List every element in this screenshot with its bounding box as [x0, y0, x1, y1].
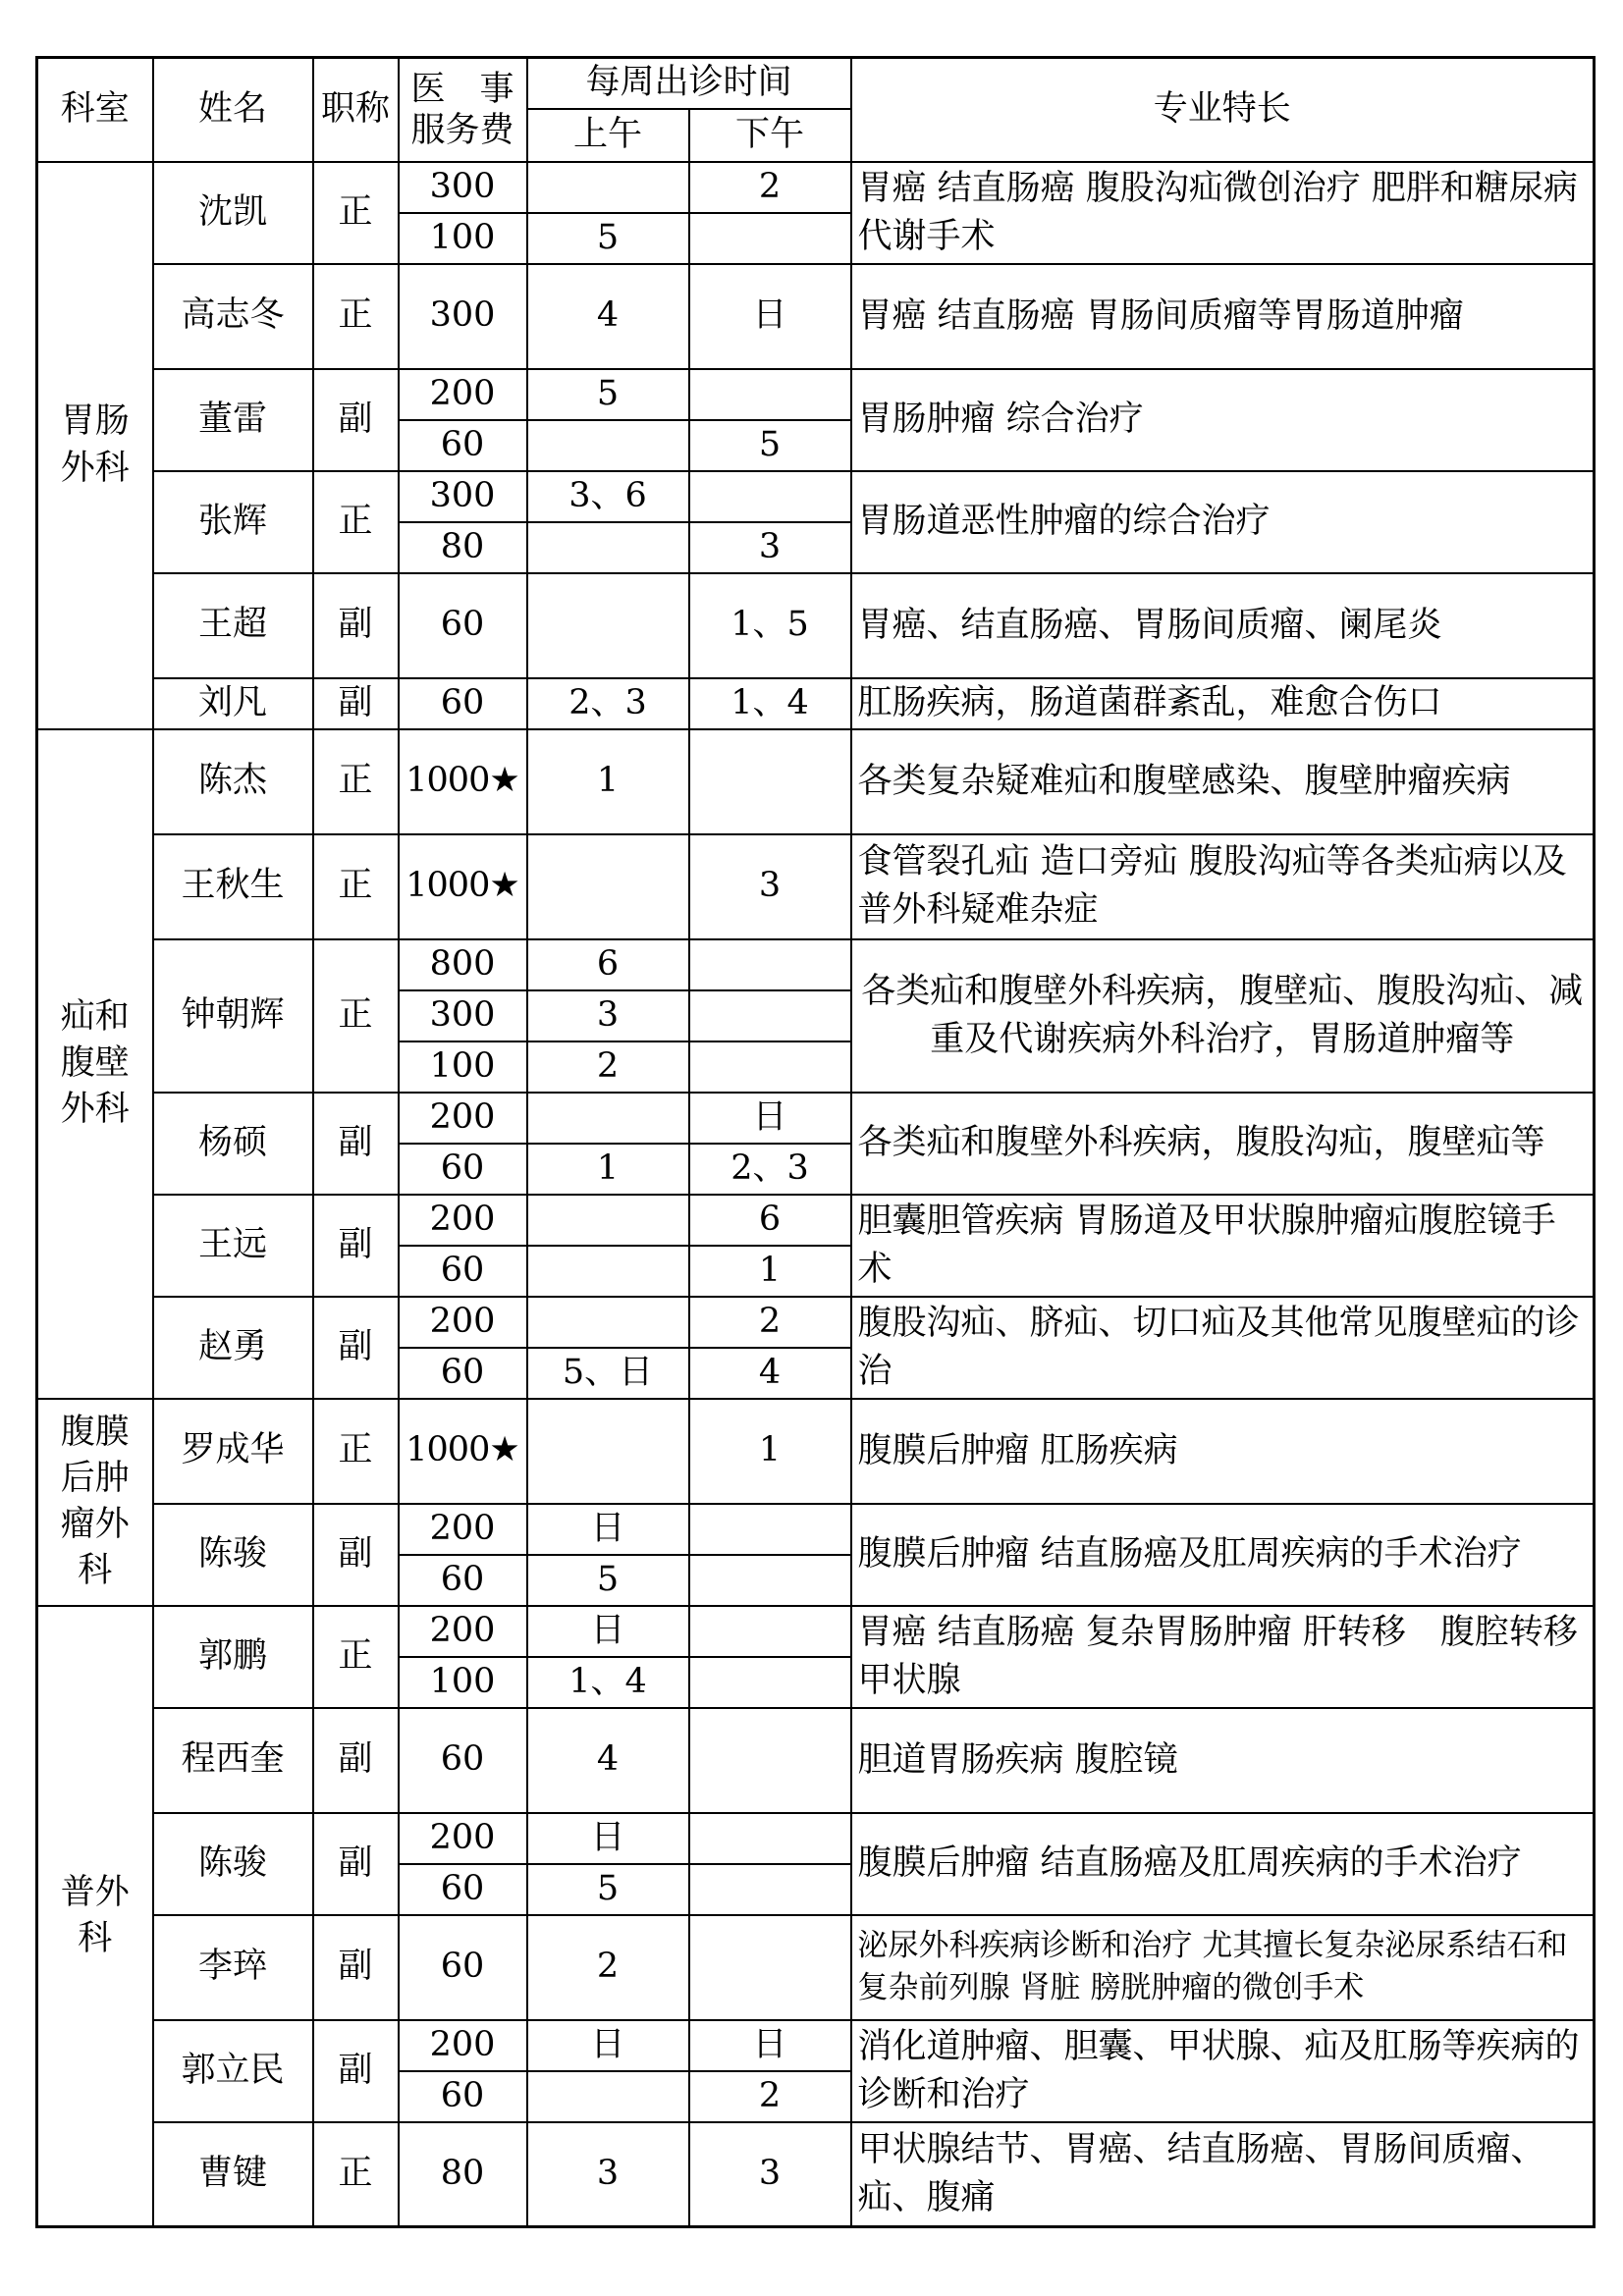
doctor-title: 副: [313, 678, 399, 729]
table-row: [37, 1093, 1595, 1144]
specialty-text: 各类疝和腹壁外科疾病，腹股沟疝，腹壁疝等: [851, 1093, 1595, 1195]
doctor-title: 正: [313, 729, 399, 834]
header-name: 姓名: [153, 58, 313, 162]
service-fee: 300: [399, 471, 527, 522]
am-days: 6: [527, 939, 689, 990]
am-days: 5: [527, 369, 689, 420]
pm-days: 日: [689, 264, 851, 369]
service-fee: 200: [399, 1813, 527, 1864]
doctor-title: 正: [313, 939, 399, 1093]
pm-days: 6: [689, 1195, 851, 1246]
service-fee: 60: [399, 2071, 527, 2122]
specialty-text: 胃肠道恶性肿瘤的综合治疗: [851, 471, 1595, 573]
table-row: [37, 1504, 1595, 1555]
pm-days: [689, 471, 851, 522]
table-row: [37, 729, 1595, 834]
pm-days: [689, 990, 851, 1041]
service-fee: 300: [399, 162, 527, 213]
pm-days: 2: [689, 2071, 851, 2122]
pm-days: [689, 729, 851, 834]
am-days: [527, 2071, 689, 2122]
doctor-name: 张辉: [153, 471, 313, 573]
service-fee: 200: [399, 1297, 527, 1348]
doctor-title: 正: [313, 471, 399, 573]
dept-name-line: 后肿: [60, 1458, 130, 1498]
doctor-title: 副: [313, 1195, 399, 1297]
am-days: 3: [527, 990, 689, 1041]
pm-days: [689, 1555, 851, 1606]
pm-days: 1: [689, 1246, 851, 1297]
am-days: [527, 1297, 689, 1348]
pm-days: [689, 1041, 851, 1093]
specialty-text: 食管裂孔疝 造口旁疝 腹股沟疝等各类疝病以及普外科疑难杂症: [851, 834, 1595, 939]
doctor-title: 正: [313, 1399, 399, 1504]
table-row: [37, 264, 1595, 369]
dept-cell: [37, 1606, 153, 2227]
doctor-title: 正: [313, 2122, 399, 2227]
dept-name-line: 外科: [60, 448, 130, 488]
doctor-title: 正: [313, 1606, 399, 1708]
pm-days: [689, 939, 851, 990]
header-am: 上午: [527, 109, 689, 162]
service-fee: 300: [399, 264, 527, 369]
am-days: [527, 1399, 689, 1504]
service-fee: 80: [399, 2122, 527, 2227]
doctor-title: 副: [313, 2020, 399, 2122]
schedule-body: [37, 162, 1595, 2227]
specialty-text: 胆囊胆管疾病 胃肠道及甲状腺肿瘤疝腹腔镜手术: [851, 1195, 1595, 1297]
specialty-text: 甲状腺结节、胃癌、结直肠癌、胃肠间质瘤、疝、腹痛: [851, 2122, 1595, 2227]
doctor-title: 副: [313, 1708, 399, 1813]
service-fee: 800: [399, 939, 527, 990]
pm-days: 1、4: [689, 678, 851, 729]
am-days: 3: [527, 2122, 689, 2227]
specialty-text: 腹膜后肿瘤 结直肠癌及肛周疾病的手术治疗: [851, 1504, 1595, 1606]
service-fee: 200: [399, 1606, 527, 1657]
pm-days: [689, 1864, 851, 1915]
specialty-text: 各类疝和腹壁外科疾病，腹壁疝、腹股沟疝、减重及代谢疾病外科治疗，胃肠道肿瘤等: [851, 939, 1595, 1093]
pm-days: 2、3: [689, 1144, 851, 1195]
dept-cell: [37, 1399, 153, 1606]
pm-days: 3: [689, 834, 851, 939]
header-dept: 科室: [37, 58, 153, 162]
doctor-title: 正: [313, 834, 399, 939]
header-specialty: 专业特长: [851, 58, 1595, 162]
doctor-name: 曹键: [153, 2122, 313, 2227]
doctor-title: 副: [313, 1915, 399, 2020]
header-fee-line1: 医 事: [410, 69, 514, 109]
am-days: 5: [527, 1555, 689, 1606]
doctor-name: 程西奎: [153, 1708, 313, 1813]
doctor-title: 副: [313, 1297, 399, 1399]
pm-days: 5: [689, 420, 851, 471]
service-fee: 60: [399, 1144, 527, 1195]
specialty-text: 腹膜后肿瘤 结直肠癌及肛周疾病的手术治疗: [851, 1813, 1595, 1915]
am-days: 1: [527, 729, 689, 834]
specialty-text: 肛肠疾病，肠道菌群紊乱，难愈合伤口: [851, 678, 1595, 729]
header-pm: 下午: [689, 109, 851, 162]
service-fee: 1000★: [399, 729, 527, 834]
table-row: [37, 1297, 1595, 1348]
table-row: [37, 1399, 1595, 1504]
service-fee: 60: [399, 1348, 527, 1399]
doctor-title: 正: [313, 162, 399, 264]
pm-days: 1、5: [689, 573, 851, 678]
doctor-name: 陈骏: [153, 1813, 313, 1915]
am-days: [527, 522, 689, 573]
service-fee: 100: [399, 1657, 527, 1708]
service-fee: 100: [399, 213, 527, 264]
pm-days: 1: [689, 1399, 851, 1504]
table-row: [37, 369, 1595, 420]
pm-days: [689, 1504, 851, 1555]
doctor-name: 董雷: [153, 369, 313, 471]
am-days: [527, 1246, 689, 1297]
table-row: [37, 2020, 1595, 2071]
specialty-text: 胃癌 结直肠癌 复杂胃肠肿瘤 肝转移 腹腔转移 甲状腺: [851, 1606, 1595, 1708]
doctor-name: 罗成华: [153, 1399, 313, 1504]
service-fee: 200: [399, 1504, 527, 1555]
am-days: [527, 1195, 689, 1246]
dept-name-line: 胃肠: [60, 401, 130, 442]
dept-name-line: 科: [78, 1918, 113, 1958]
header-title: 职称: [313, 58, 399, 162]
specialty-text: 消化道肿瘤、胆囊、甲状腺、疝及肛肠等疾病的诊断和治疗: [851, 2020, 1595, 2122]
pm-days: [689, 369, 851, 420]
specialty-text: 胆道胃肠疾病 腹腔镜: [851, 1708, 1595, 1813]
doctor-title: 副: [313, 369, 399, 471]
service-fee: 1000★: [399, 1399, 527, 1504]
specialty-text: 胃肠肿瘤 综合治疗: [851, 369, 1595, 471]
pm-days: [689, 1915, 851, 2020]
header-fee-line2: 服务费: [410, 110, 514, 150]
am-days: 5: [527, 1864, 689, 1915]
am-days: [527, 420, 689, 471]
table-row: [37, 471, 1595, 522]
table-row: [37, 1708, 1595, 1813]
pm-days: 2: [689, 162, 851, 213]
am-days: 2: [527, 1915, 689, 2020]
specialty-text: 泌尿外科疾病诊断和治疗 尤其擅长复杂泌尿系结石和复杂前列腺 肾脏 膀胱肿瘤的微创手术: [851, 1915, 1595, 2020]
service-fee: 60: [399, 678, 527, 729]
service-fee: 60: [399, 573, 527, 678]
pm-days: 3: [689, 2122, 851, 2227]
am-days: [527, 1093, 689, 1144]
dept-cell: [37, 729, 153, 1399]
doctor-name: 刘凡: [153, 678, 313, 729]
service-fee: 60: [399, 1864, 527, 1915]
specialty-text: 胃癌 结直肠癌 胃肠间质瘤等胃肠道肿瘤: [851, 264, 1595, 369]
doctor-name: 沈凯: [153, 162, 313, 264]
am-days: 3、6: [527, 471, 689, 522]
dept-cell: [37, 162, 153, 729]
am-days: 4: [527, 264, 689, 369]
table-row: [37, 678, 1595, 729]
am-days: 1、4: [527, 1657, 689, 1708]
doctor-name: 李琗: [153, 1915, 313, 2020]
table-row: [37, 162, 1595, 213]
am-days: [527, 573, 689, 678]
clinic-schedule-table: [35, 56, 1596, 2228]
doctor-name: 高志冬: [153, 264, 313, 369]
dept-name-line: 腹膜: [60, 1412, 130, 1452]
service-fee: 60: [399, 1708, 527, 1813]
specialty-text: 腹股沟疝、脐疝、切口疝及其他常见腹壁疝的诊治: [851, 1297, 1595, 1399]
specialty-text: 各类复杂疑难疝和腹壁感染、腹壁肿瘤疾病: [851, 729, 1595, 834]
table-row: [37, 2122, 1595, 2227]
pm-days: 4: [689, 1348, 851, 1399]
am-days: 日: [527, 1813, 689, 1864]
am-days: 5、日: [527, 1348, 689, 1399]
specialty-text: 胃癌、结直肠癌、胃肠间质瘤、阑尾炎: [851, 573, 1595, 678]
service-fee: 1000★: [399, 834, 527, 939]
dept-name-line: 普外: [60, 1872, 130, 1912]
table-row: [37, 939, 1595, 990]
pm-days: [689, 213, 851, 264]
am-days: 2: [527, 1041, 689, 1093]
doctor-title: 副: [313, 1813, 399, 1915]
pm-days: [689, 1657, 851, 1708]
service-fee: 60: [399, 1915, 527, 2020]
specialty-text: 胃癌 结直肠癌 腹股沟疝微创治疗 肥胖和糖尿病代谢手术: [851, 162, 1595, 264]
service-fee: 300: [399, 990, 527, 1041]
pm-days: [689, 1813, 851, 1864]
am-days: [527, 834, 689, 939]
table-row: [37, 1606, 1595, 1657]
pm-days: [689, 1606, 851, 1657]
doctor-name: 陈骏: [153, 1504, 313, 1606]
table-row: [37, 834, 1595, 939]
header-schedule: 每周出诊时间: [527, 58, 851, 109]
service-fee: 200: [399, 1195, 527, 1246]
am-days: 日: [527, 1606, 689, 1657]
doctor-name: 陈杰: [153, 729, 313, 834]
dept-name-line: 外科: [60, 1090, 130, 1130]
service-fee: 60: [399, 420, 527, 471]
service-fee: 60: [399, 1246, 527, 1297]
am-days: 4: [527, 1708, 689, 1813]
am-days: 日: [527, 1504, 689, 1555]
pm-days: 3: [689, 522, 851, 573]
pm-days: 日: [689, 1093, 851, 1144]
service-fee: 200: [399, 369, 527, 420]
service-fee: 80: [399, 522, 527, 573]
service-fee: 200: [399, 1093, 527, 1144]
am-days: 5: [527, 213, 689, 264]
doctor-name: 郭鹏: [153, 1606, 313, 1708]
am-days: 日: [527, 2020, 689, 2071]
service-fee: 60: [399, 1555, 527, 1606]
doctor-name: 王秋生: [153, 834, 313, 939]
service-fee: 200: [399, 2020, 527, 2071]
dept-name-line: 疝和: [60, 996, 130, 1037]
dept-name-line: 瘤外: [60, 1505, 130, 1544]
doctor-name: 王超: [153, 573, 313, 678]
doctor-title: 副: [313, 1504, 399, 1606]
doctor-title: 副: [313, 573, 399, 678]
header-row-1: [37, 58, 1595, 109]
table-row: [37, 1813, 1595, 1864]
pm-days: 日: [689, 2020, 851, 2071]
doctor-name: 钟朝辉: [153, 939, 313, 1093]
service-fee: 100: [399, 1041, 527, 1093]
pm-days: 2: [689, 1297, 851, 1348]
table-row: [37, 1915, 1595, 2020]
doctor-name: 杨硕: [153, 1093, 313, 1195]
dept-name-line: 腹壁: [60, 1042, 130, 1083]
am-days: 1: [527, 1144, 689, 1195]
doctor-name: 郭立民: [153, 2020, 313, 2122]
doctor-title: 正: [313, 264, 399, 369]
am-days: [527, 162, 689, 213]
pm-days: [689, 1708, 851, 1813]
dept-name-line: 科: [78, 1551, 113, 1591]
doctor-name: 王远: [153, 1195, 313, 1297]
specialty-text: 腹膜后肿瘤 肛肠疾病: [851, 1399, 1595, 1504]
table-row: [37, 1195, 1595, 1246]
header-fee: [399, 58, 527, 162]
am-days: 2、3: [527, 678, 689, 729]
doctor-title: 副: [313, 1093, 399, 1195]
doctor-name: 赵勇: [153, 1297, 313, 1399]
table-row: [37, 573, 1595, 678]
